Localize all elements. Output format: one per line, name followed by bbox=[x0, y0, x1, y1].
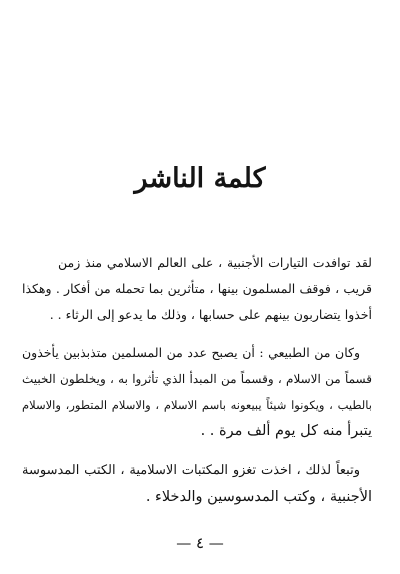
text-line: وكان من الطبيعي : أن يصبح عدد من المسلمين متذبذبين يأخذون bbox=[22, 345, 360, 360]
text-line: لقد توافدت التيارات الأجنبية ، على العالم الاسلامي منذ زمن bbox=[58, 255, 372, 270]
text-line: قريب ، فوقف المسلمون بينها ، متأثرين بما تحمله من أفكار . وهكذا bbox=[22, 281, 372, 296]
page-number: — ٤ — bbox=[176, 534, 224, 552]
text-line: يتبرأ منه كل يوم ألف مرة . . bbox=[200, 423, 372, 439]
text-line: بالطيب ، ويكونوا شيئاً يبيعونه باسم الاسلام ، والاسلام المتطور، والاسلام bbox=[22, 398, 372, 412]
text-line: وتبعاً لذلك ، اخذت تغزو المكتبات الاسلامية ، الكتب المدسوسة bbox=[22, 463, 360, 478]
text-line: الأجنبية ، وكتب المدسوسين والدخلاء . bbox=[145, 489, 372, 505]
text-line: أخذوا يتضاربون بينهم على حسابها ، وذلك ما يدعو إلى الرثاء . . bbox=[49, 307, 372, 322]
text-line: قسماً من الاسلام ، وقسماً من المبدأ الذي تأثروا به ، ويخلطون الخبيث bbox=[22, 372, 372, 386]
page-title: كلمة الناشر bbox=[134, 163, 266, 194]
